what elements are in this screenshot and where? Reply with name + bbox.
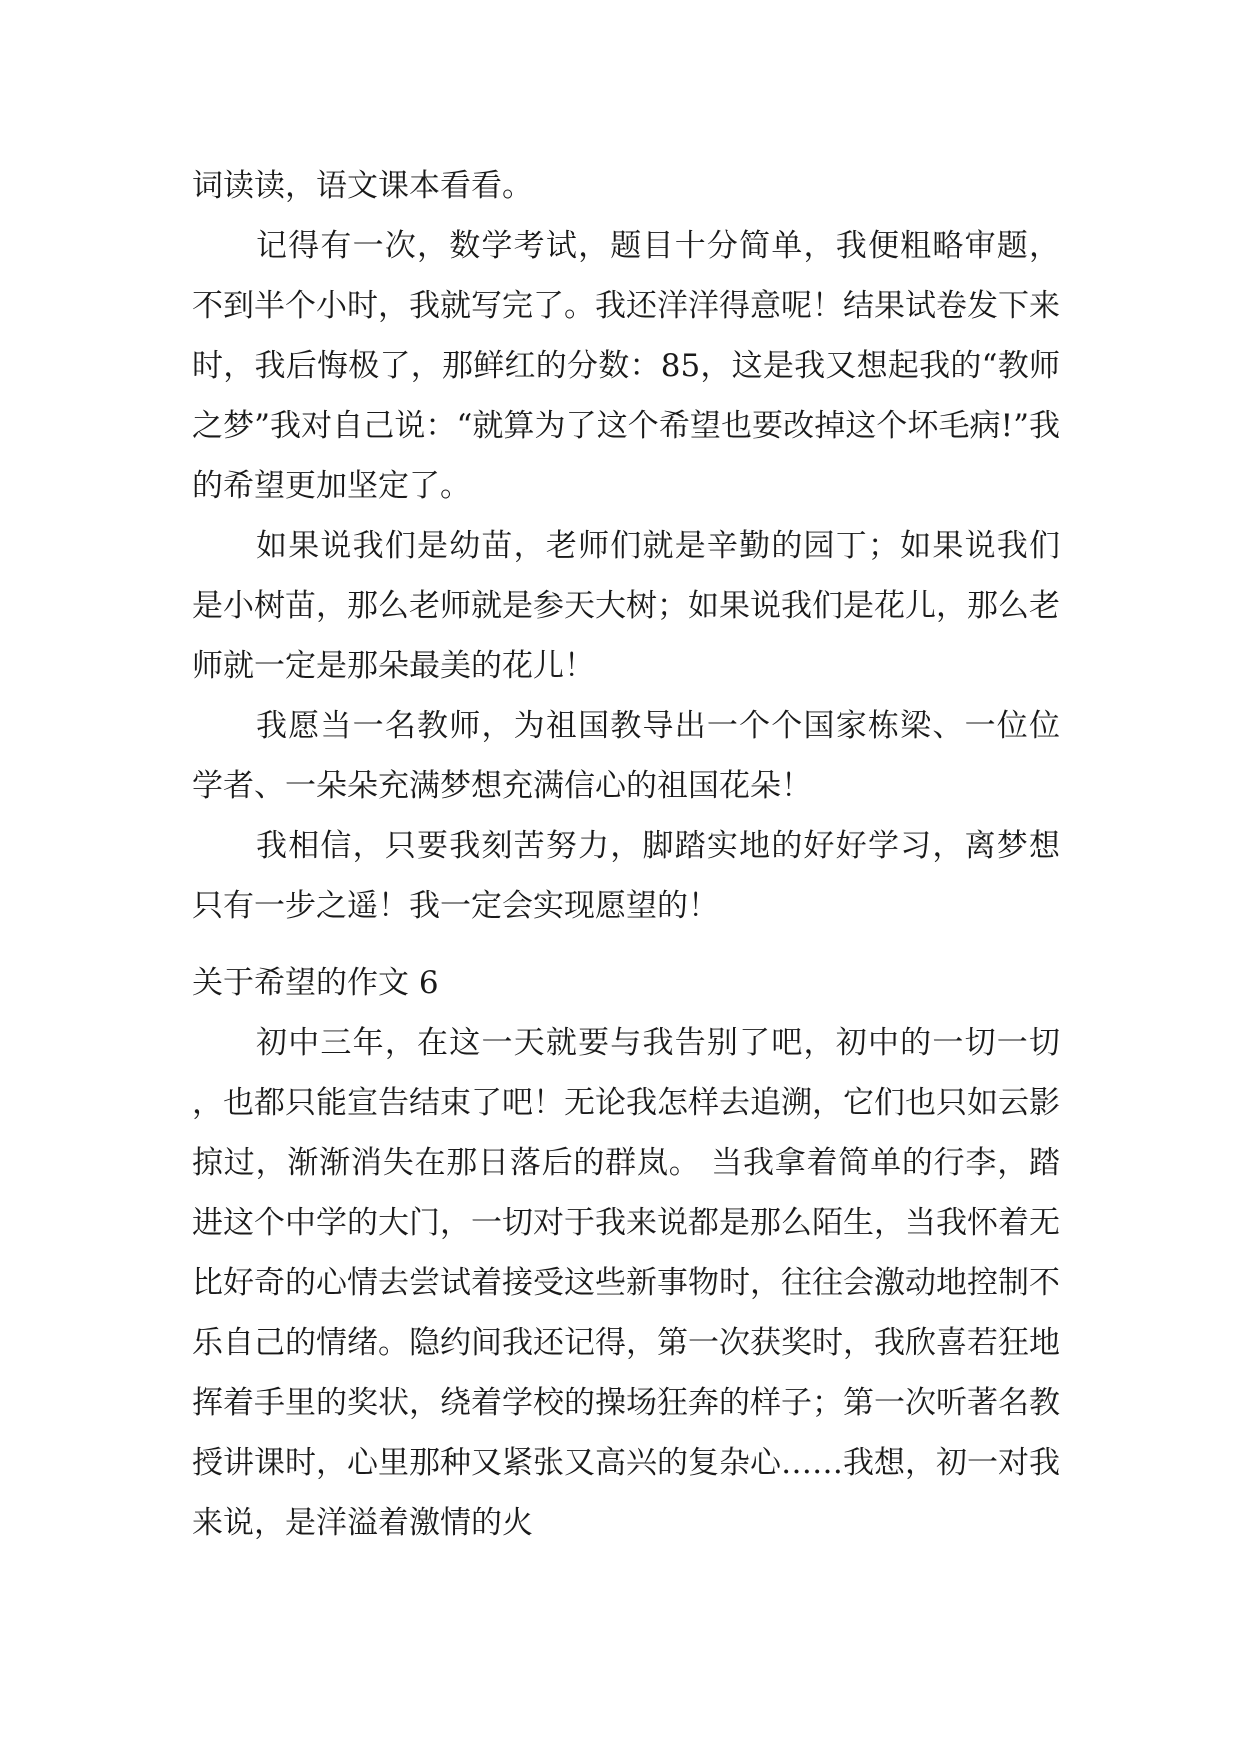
paragraph-wish-to-teach: 我愿当一名教师，为祖国教导出一个个国家栋梁、一位位学者、一朵朵充满梦想充满信心的祖国花朵！ [192, 708, 1060, 804]
paragraph-math-exam: 记得有一次，数学考试，题目十分简单，我便粗略审题，不到半个小时，我就写完了。我还洋洋得意呢！结果试卷发下来时，我后悔极了，那鲜红的分数：85，这是我又想起我的“教师之梦”我对自己说：“就算为了这个希望也要改掉这个坏毛病!”我的希望更加坚定了。 [192, 228, 1060, 504]
paragraph-continuation: 词读读，语文课本看看。 [192, 168, 533, 204]
previous-essay-continuation [192, 156, 1060, 936]
essay-6-section [192, 953, 1060, 1553]
paragraph-conclusion: 我相信，只要我刻苦努力，脚踏实地的好好学习，离梦想只有一步之遥！我一定会实现愿望的！ [192, 828, 1060, 924]
essay-6-paragraph: 初中三年，在这一天就要与我告别了吧，初中的一切一切，也都只能宣告结束了吧！无论我怎样去追溯，它们也只如云影掠过，渐渐消失在那日落后的群岚。 当我拿着简单的行李，踏进这个中学的大门，一切对于我来说都是那么陌生，当我怀着无比好奇的心情去尝试着接受这些新事物时，往往会激动地控制不乐自己的情绪。隐约间我还记得，第一次获奖时，我欣喜若狂地挥着手里的奖状，绕着学校的操场狂奔的样子；第一次听著名教授讲课时，心里那种又紧张又高兴的复杂心……我想，初一对我来说，是洋溢着激情的火 [192, 1025, 1060, 1541]
essay-6-title: 关于希望的作文 6 [192, 965, 439, 1001]
paragraph-teachers-metaphor: 如果说我们是幼苗，老师们就是辛勤的园丁；如果说我们是小树苗，那么老师就是参天大树；如果说我们是花儿，那么老师就一定是那朵最美的花儿！ [192, 528, 1060, 684]
